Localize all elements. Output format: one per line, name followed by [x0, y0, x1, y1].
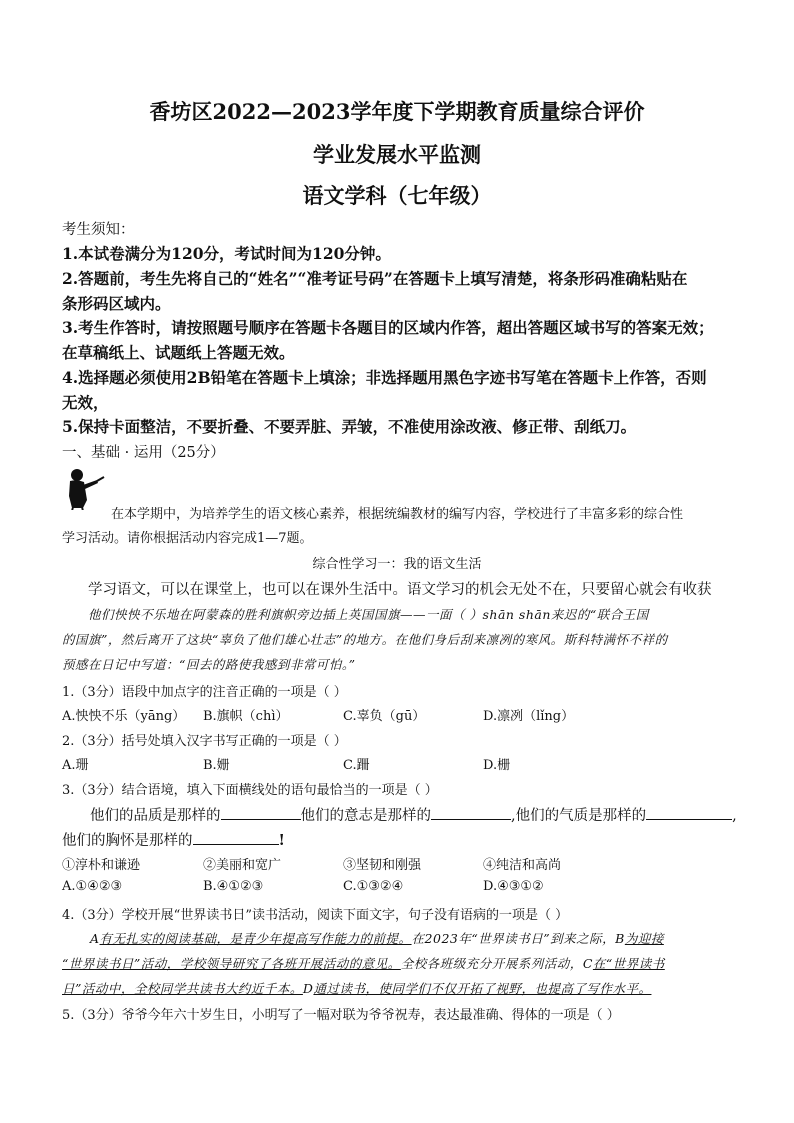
q3-fill-text-3: ,他们的气质是那样的 — [511, 808, 647, 824]
q3-choice-2: ②美丽和宽广 — [203, 858, 282, 873]
q3-blank-2 — [431, 804, 511, 820]
notice-item-5: 5.保持卡面整洁，不要折叠、不要弄脏、弄皱，不准使用涂改液、修正带、刮纸刀。 — [62, 417, 637, 436]
activity-title: 综合性学习一：我的语文生活 — [312, 557, 482, 572]
notice-item-1: 1.本试卷满分为120分，考试时间为120分钟。 — [62, 244, 391, 263]
q3-choice-4: ④纯洁和高尚 — [483, 858, 562, 873]
q1-option-b: B.旗帜（chì） — [203, 709, 289, 724]
notice-item-4a: 4.选择题必须使用2B铅笔在答题卡上填涂；非选择题用黑色字迹书写笔在答题卡上作答，否则 — [62, 368, 707, 387]
notice-item-3a: 3.考生作答时，请按照题号顺序在答题卡各题目的区域内作答，超出答题区域书写的答案无效； — [62, 318, 714, 337]
q4-sentence-a: 有无扎实的阅读基础，是青少年提高写作能力的前提。 — [99, 931, 412, 946]
q2-option-d: D.栅 — [483, 758, 511, 773]
q3-fill-text-4: 他们的胸怀是那样的 — [62, 833, 193, 849]
q3-option-b: B.④①②③ — [203, 879, 264, 894]
q2-stem: 2.（3分）括号处填入汉字书写正确的一项是（ ） — [62, 734, 347, 749]
q3-option-d: D.④③①② — [483, 879, 544, 894]
notice-heading: 考生须知： — [62, 222, 135, 238]
q1-stem: 1.（3分）语段中加点字的注音正确的一项是（ ） — [62, 685, 347, 700]
q3-option-a: A.①④②③ — [62, 879, 123, 894]
q3-fill-text-2: 他们的意志是那样的 — [300, 808, 431, 824]
q4-text-1: 在2023年“世界读书日”到来之际， — [411, 931, 616, 946]
q1-option-c: C.辜负（gū） — [343, 709, 426, 724]
exam-title: 香坊区2022—2023学年度下学期教育质量综合评价 — [149, 99, 645, 124]
q4-passage-line-2 — [62, 954, 665, 972]
q4-stem: 4.（3分）学校开展“世界读书日”读书活动，阅读下面文字，句子没有语病的一项是（ ） — [62, 908, 569, 923]
notice-item-2a: 2.答题前，考生先将自己的“姓名”“准考证号码”在答题卡上填写清楚，将条形码准确粘贴在 — [62, 269, 688, 288]
q3-stem: 3.（3分）结合语境，填入下面横线处的语句最恰当的一项是（ ） — [62, 783, 438, 798]
q3-blank-3 — [646, 804, 732, 820]
passage-line-1: 他们怏怏不乐地在阿蒙森的胜利旗帜旁边插上英国国旗——一面（ ）shān shān来迟的“联合王国 — [88, 607, 649, 622]
q4-text-2: 全校各班级充分开展系列活动， — [400, 956, 583, 971]
q5-stem: 5.（3分）爷爷今年六十岁生日，小明写了一幅对联为爷爷祝寿，表达最准确、得体的一项是（ ） — [62, 1008, 620, 1023]
q4-label-d: D — [302, 981, 314, 996]
q4-passage-line-1 — [90, 929, 664, 947]
q3-blank-1 — [221, 804, 301, 820]
section-intro-b: 学习活动。请你根据活动内容完成1—7题。 — [62, 531, 313, 546]
q3-choice-3: ③坚韧和刚强 — [343, 858, 422, 873]
teacher-pointing-icon — [64, 466, 108, 510]
q4-label-a: A — [90, 931, 100, 946]
q3-fill-line-2 — [62, 829, 285, 850]
q4-label-b: B — [615, 931, 625, 946]
q1-option-a: A.怏怏不乐（yāng） — [62, 709, 186, 724]
q3-fill-text-1: 他们的品质是那样的 — [90, 808, 221, 824]
passage-line-2: 的国旗”，然后离开了这块“辜负了他们雄心壮志”的地方。在他们身后刮来凛冽的寒风。斯科特满怀不祥的 — [62, 632, 668, 647]
q1-option-d: D.凛冽（lǐng） — [483, 709, 575, 724]
q2-option-b: B.姗 — [203, 758, 230, 773]
section-intro-a: 在本学期中，为培养学生的语文核心素养，根据统编教材的编写内容，学校进行了丰富多彩的综合性 — [111, 507, 684, 522]
notice-item-3b: 在草稿纸上、试题纸上答题无效。 — [62, 343, 295, 362]
q4-sentence-b-end: “世界读书日”活动，学校领导研究了各班开展活动的意见。 — [62, 956, 401, 971]
exam-subtitle: 学业发展水平监测 — [313, 142, 481, 167]
q4-sentence-d: 通过读书，使同学们不仅开拓了视野，也提高了写作水平。 — [313, 981, 652, 996]
q3-fill-text-3-end: , — [732, 808, 737, 824]
q2-option-a: A.珊 — [62, 758, 89, 773]
q4-sentence-c-start: 在“世界读书 — [592, 956, 665, 971]
exam-subject: 语文学科（七年级） — [302, 183, 492, 208]
q4-sentence-b-start: 为迎接 — [624, 931, 664, 946]
q4-passage-line-3 — [62, 979, 651, 997]
passage-line-3: 预感在日记中写道：“回去的路使我感到非常可怕。” — [62, 657, 356, 672]
q2-option-c: C.跚 — [343, 758, 370, 773]
q4-label-c: C — [582, 956, 593, 971]
q4-sentence-c-end: 日”活动中，全校同学共读书大约近千本。 — [62, 981, 303, 996]
q3-option-c: C.①③②④ — [343, 879, 404, 894]
notice-item-2b: 条形码区域内。 — [62, 294, 171, 313]
activity-line: 学习语文，可以在课堂上，也可以在课外生活中。语文学习的机会无处不在，只要留心就会有收获 — [88, 582, 712, 598]
q3-choice-1: ①淳朴和谦逊 — [62, 858, 141, 873]
section-heading: 一、基础 · 运用（25分） — [62, 445, 225, 461]
q3-blank-4 — [193, 829, 279, 845]
q3-fill-end: ! — [278, 832, 285, 849]
q3-fill-line-1 — [90, 804, 737, 825]
notice-item-4b: 无效， — [62, 393, 109, 412]
